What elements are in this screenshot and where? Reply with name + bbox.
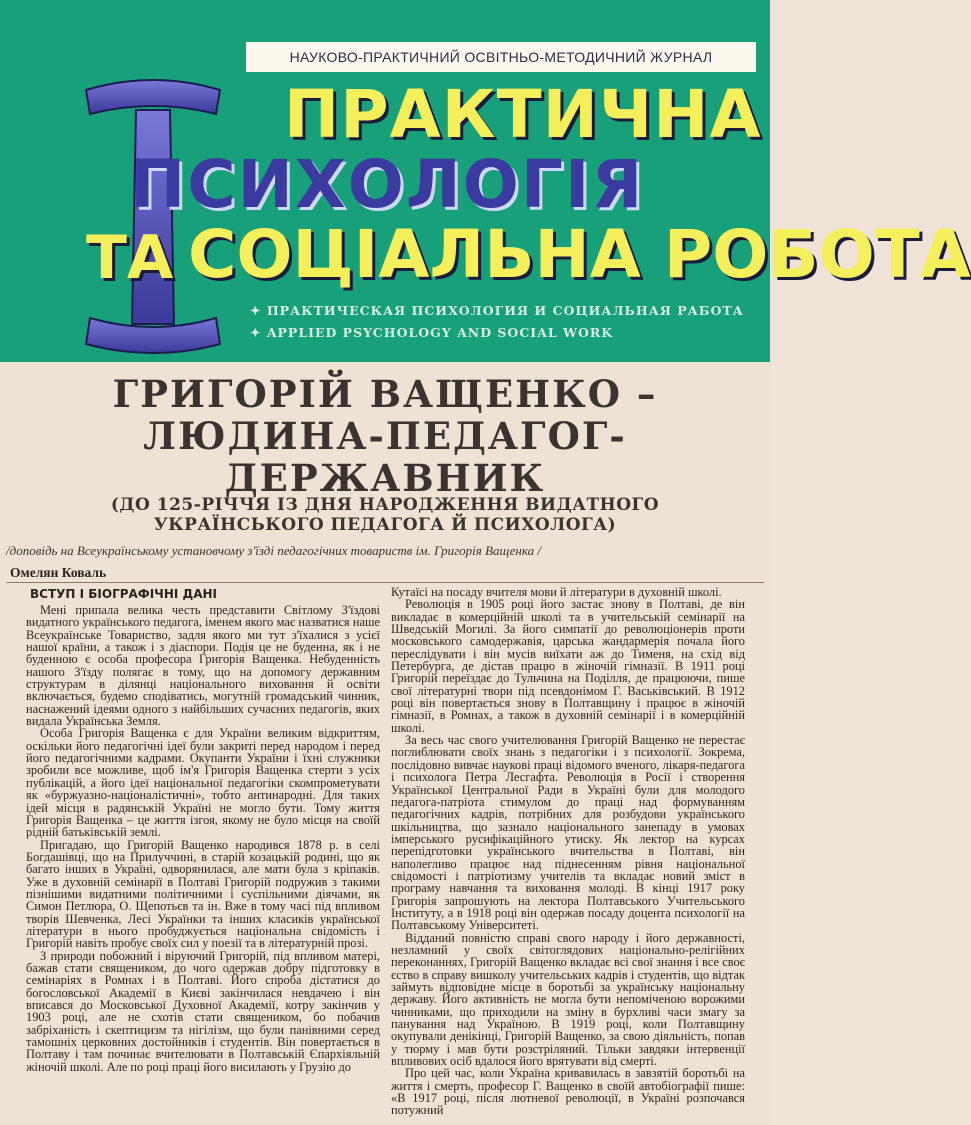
journal-subtitle-ru-text: ПРАКТИЧЕСКАЯ ПСИХОЛОГИЯ И СОЦИАЛЬНАЯ РАБОТА [266, 303, 744, 318]
paragraph: Мені припала велика честь представити Світлому З'їздові видатного українського педагога, іменем якого має назватися наше Всеукраїнське Товариство, задля якого ми тут з'їхалися з усієї нашої країни, а також і з діаспори. Подія це не буденна, як і не буденною є особа професора Григорія Ващенка. Небуденність нашого З'їзду полягає в тому, що на допомогу державним структурам в ділянці національного виховання й освіти включається, будемо сподіватись, могутній громадський чинник, наснажений ідеями одного з найбільших сучасних педагогів, яких видала Українська Земля. [26, 603, 380, 729]
author-name: Омелян Коваль [10, 565, 107, 580]
paragraph: З природи побожний і віруючий Григорій, під впливом матері, бажав стати священиком, до чого одержав добру підготовку в семінаріях в Ромнах і в Полтаві. Його спроба дістатися до богословської Академії в Києві закінчилася невдачею і він вписався до Московської Духовної Академії, котру закінчив у 1903 році, але не схотів стати священиком, бо побачив забріханість і скептицизм та нігілізм, що були панівними серед тамошніх церковних достойників і студентів. Він повертається в Полтаву і там починає вчителювати в Полтавській Єпархіяльній жіночій школі. Але по році праці його висилають у Грузію до [26, 948, 380, 1074]
paragraph: Революція в 1905 році його застає знову в Полтаві, де він викладає в комерційній школі та в учительській семінарії на Шведській Могилі. За його симпатії до революціонерів проти московського самодержавія, царська жандармерія почала його переслідувати і він мусів виїхати аж до Тименя, на схід від Петербурга, де дістав працю в жіночій гімназії. В 1911 році Григорій переїздає до Тульчина на Поділля, де працюючи, пише свої літературні твори під псевдонімом Г. Васьківський. В 1912 році він повертається знову в Полтавщину і працює в жіночій гімназії, в Ромнах, а також в духовній семінарії і в комерційній школі. [391, 597, 745, 735]
paragraph: Пригадаю, що Григорій Ващенко народився 1878 р. в селі Богдашівці, що на Прилуччині, в старій козацькій родині, що як багато інших в Україні, одворянилася, але мати була з кріпаків. Уже в духовній семінарії в Полтаві Григорій подружив з такими пізнішими видатними політичними і суспільними діячами, як Симон Петлюра, О. Щепотьєв та ін. Вже в тому часі під впливом творів Шевченка, Лесі Українки та інших класиків української літератури в нього пробуджується національна свідомість і Григорій навіть пробує своїх сил у поезії та в літературній прозі. [26, 837, 380, 951]
journal-subtitle-en: ✦ APPLIED PSYCHOLOGY AND SOCIAL WORK [250, 325, 614, 340]
paragraph: Про цей час, коли Україна кривавилась в завзятій боротьбі на життя і смерть, професор Г. Ващенко в своїй автобіографії пише: «В 1917 році, після лютневої революції, в Україні розпочався потужний [391, 1066, 745, 1118]
right-column [391, 586, 745, 1117]
article [0, 362, 770, 1125]
journal-header [0, 0, 971, 362]
article-title-line3: ДЕРЖАВНИК [224, 456, 546, 500]
article-title-line1: ГРИГОРІЙ ВАЩЕНКО – [112, 372, 658, 416]
journal-subtitle-ru: ✦ ПРАКТИЧЕСКАЯ ПСИХОЛОГИЯ И СОЦИАЛЬНАЯ РАБОТА [250, 303, 744, 318]
paragraph: Кутаїсі на посаду вчителя мови й літератури в духовній школі. [391, 585, 722, 599]
journal-title-ta: ТА [86, 223, 174, 293]
paragraph: Відданий повністю справі свого народу і його державності, незламний у своїх світоглядових національно-релігійних переконаннях, Григорій Ващенко вкладає всі свої знання і все своє єство в справу вишколу учительських кадрів і студентів, що відтак займуть відповідне місце в боротьбі за українську національну державу. Його активність не могла бути непоміченою ворожими чинниками, що приходили на зміну в бурхливі часи змагу за панування над Україною. В 1919 році, коли Полтавщину окупували денікінці, Григорій Ващенко, за свою діяльність, попав у тюрму і мав бути розстріляний. Тільки завдяки інтервенції впливових осіб вдалося його врятувати від смерті. [391, 930, 745, 1069]
paragraph: За весь час свого учителювання Григорій Ващенко не перестає поглиблювати своїх знань з педагогіки і з психології. Зокрема, послідовно вивчає наукові праці відомого вченого, лікаря-педагога і психолога Петра Лесгафта. Революція в Росії і створення Української Центральної Ради в Україні були для молодого педагога-патріота стимулом до праці над формуванням педагогічних кадрів, потрібних для розбудови українського шкільництва, що зазнало національного занепаду в умовах імперського русифікаційного утиску. Як лектор на курсах перепідготовки українського вчительства в Полтаві, він наполегливо працює над піднесенням рівня національної свідомості і патріотизму учителів та вкладає новий зміст в програму навчання та виховання молоді. В кінці 1917 року Григорія запрошують на лектора Полтавського Учительського Інституту, а в 1918 році він одержав посаду доцента психології на Полтавському Університеті. [391, 733, 745, 933]
article-title-line2: ЛЮДИНА-ПЕДАГОГ- [143, 414, 627, 458]
journal-title-line2: ПСИХОЛОГІЯ [130, 146, 645, 223]
journal-title-line1: ПРАКТИЧНА [284, 76, 762, 153]
article-subtitle-line1: (ДО 125-РІЧЧЯ ІЗ ДНЯ НАРОДЖЕННЯ ВИДАТНОГО [110, 495, 660, 515]
divider [6, 582, 764, 583]
journal-title-line3: СОЦІАЛЬНА РОБОТА [188, 216, 971, 293]
section-heading: ВСТУП І БІОГРАФІЧНІ ДАНІ [30, 587, 218, 601]
paragraph: Особа Григорія Ващенка є для України великим відкриттям, оскільки його педагогічні ідеї були закриті перед народом і перед його педагогічними кадрами. Окупанти України і їхні служники зробили все можливе, щоб ім'я Григорія Ващенка стерти з усіх публікацій, а його ідеї національної педагогіки скомпрометувати як «буржуазно-націоналістичні», тобто антинародні. Для таких ідей місця в радянській Україні не могло бути. Тому життя Григорія Ващенка – це життя ізгоя, якому не було місця на своїй рідній батьківській землі. [26, 726, 380, 840]
journal-tagline: НАУКОВО-ПРАКТИЧНИЙ ОСВІТНЬО-МЕТОДИЧНИЙ ЖУРНАЛ [246, 42, 756, 72]
article-subtitle-line2: УКРАЇНСЬКОГО ПЕДАГОГА Й ПСИХОЛОГА) [153, 515, 617, 535]
report-note: /доповідь на Всеукраїнському установчому з'їзді педагогічних товариств ім. Григорія Ващенка / [6, 543, 541, 558]
left-column [26, 604, 380, 1073]
journal-subtitle-en-text: APPLIED PSYCHOLOGY AND SOCIAL WORK [266, 325, 614, 340]
